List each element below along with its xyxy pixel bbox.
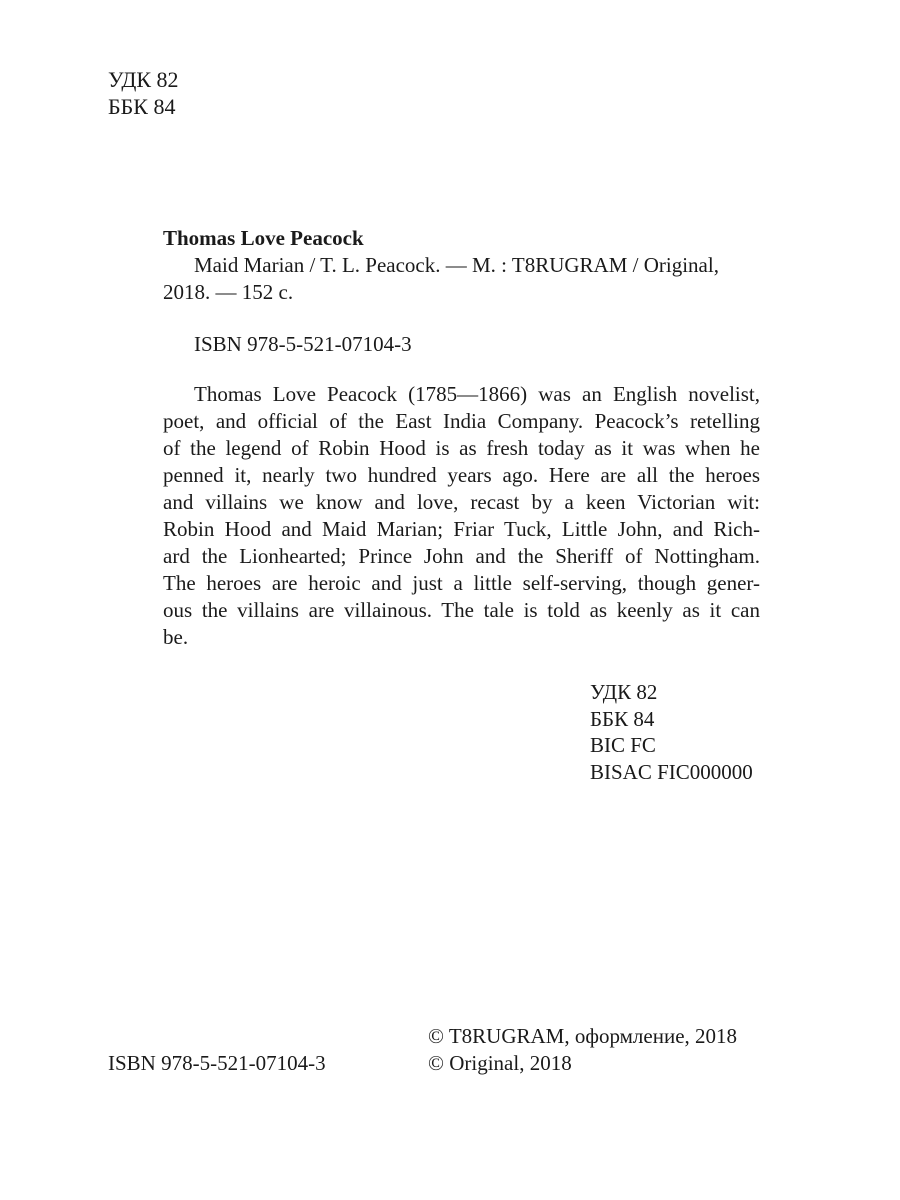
top-classification-codes: [108, 66, 179, 120]
classification-codes: [590, 679, 753, 785]
bibliographic-description: Maid Marian / T. L. Peacock. — M. : T8RUGRAM / Original,: [194, 253, 719, 277]
udk-code: УДК 82: [590, 680, 658, 704]
annotation-line: The heroes are heroic and just a little self-serving, though gener-: [163, 571, 760, 595]
bisac-code: BISAC FIC000000: [590, 759, 753, 784]
copyright-original: © Original, 2018: [428, 1050, 572, 1075]
catalog-isbn: ISBN 978-5-521-07104-3: [194, 332, 412, 356]
catalog-record: [163, 225, 760, 651]
annotation-line: of the legend of Robin Hood is as fresh today as it was when he: [163, 436, 760, 460]
copyright-design: © T8RUGRAM, оформление, 2018: [428, 1024, 738, 1048]
bibliographic-description-continued: 2018. — 152 c.: [163, 280, 294, 304]
copyright-notice: [428, 1023, 737, 1076]
annotation-line: ous the villains are villainous. The tale is told as keenly as it can: [163, 598, 760, 622]
annotation-line: penned it, nearly two hundred years ago. Here are all the heroes: [163, 463, 760, 487]
bbk-code: ББК 84: [590, 706, 655, 731]
annotation-line: be.: [163, 625, 189, 649]
footer-isbn: ISBN 978-5-521-07104-3: [108, 1051, 326, 1075]
annotation-line: Robin Hood and Maid Marian; Friar Tuck, Little John, and Rich-: [163, 517, 760, 541]
annotation-line: ard the Lionhearted; Prince John and the Sheriff of Nottingham.: [163, 544, 760, 568]
annotation-line: Thomas Love Peacock (1785—1866) was an English novelist,: [194, 382, 760, 406]
annotation-paragraph: [163, 381, 760, 651]
bic-code: BIC FC: [590, 733, 656, 757]
annotation-line: and villains we know and love, recast by a keen Victorian wit:: [163, 490, 760, 514]
annotation-line: poet, and official of the East India Company. Peacock’s retelling: [163, 409, 760, 433]
author-name: Thomas Love Peacock: [163, 226, 364, 250]
top-bbk-code: ББК 84: [108, 94, 176, 119]
top-udk-code: УДК 82: [108, 67, 179, 92]
